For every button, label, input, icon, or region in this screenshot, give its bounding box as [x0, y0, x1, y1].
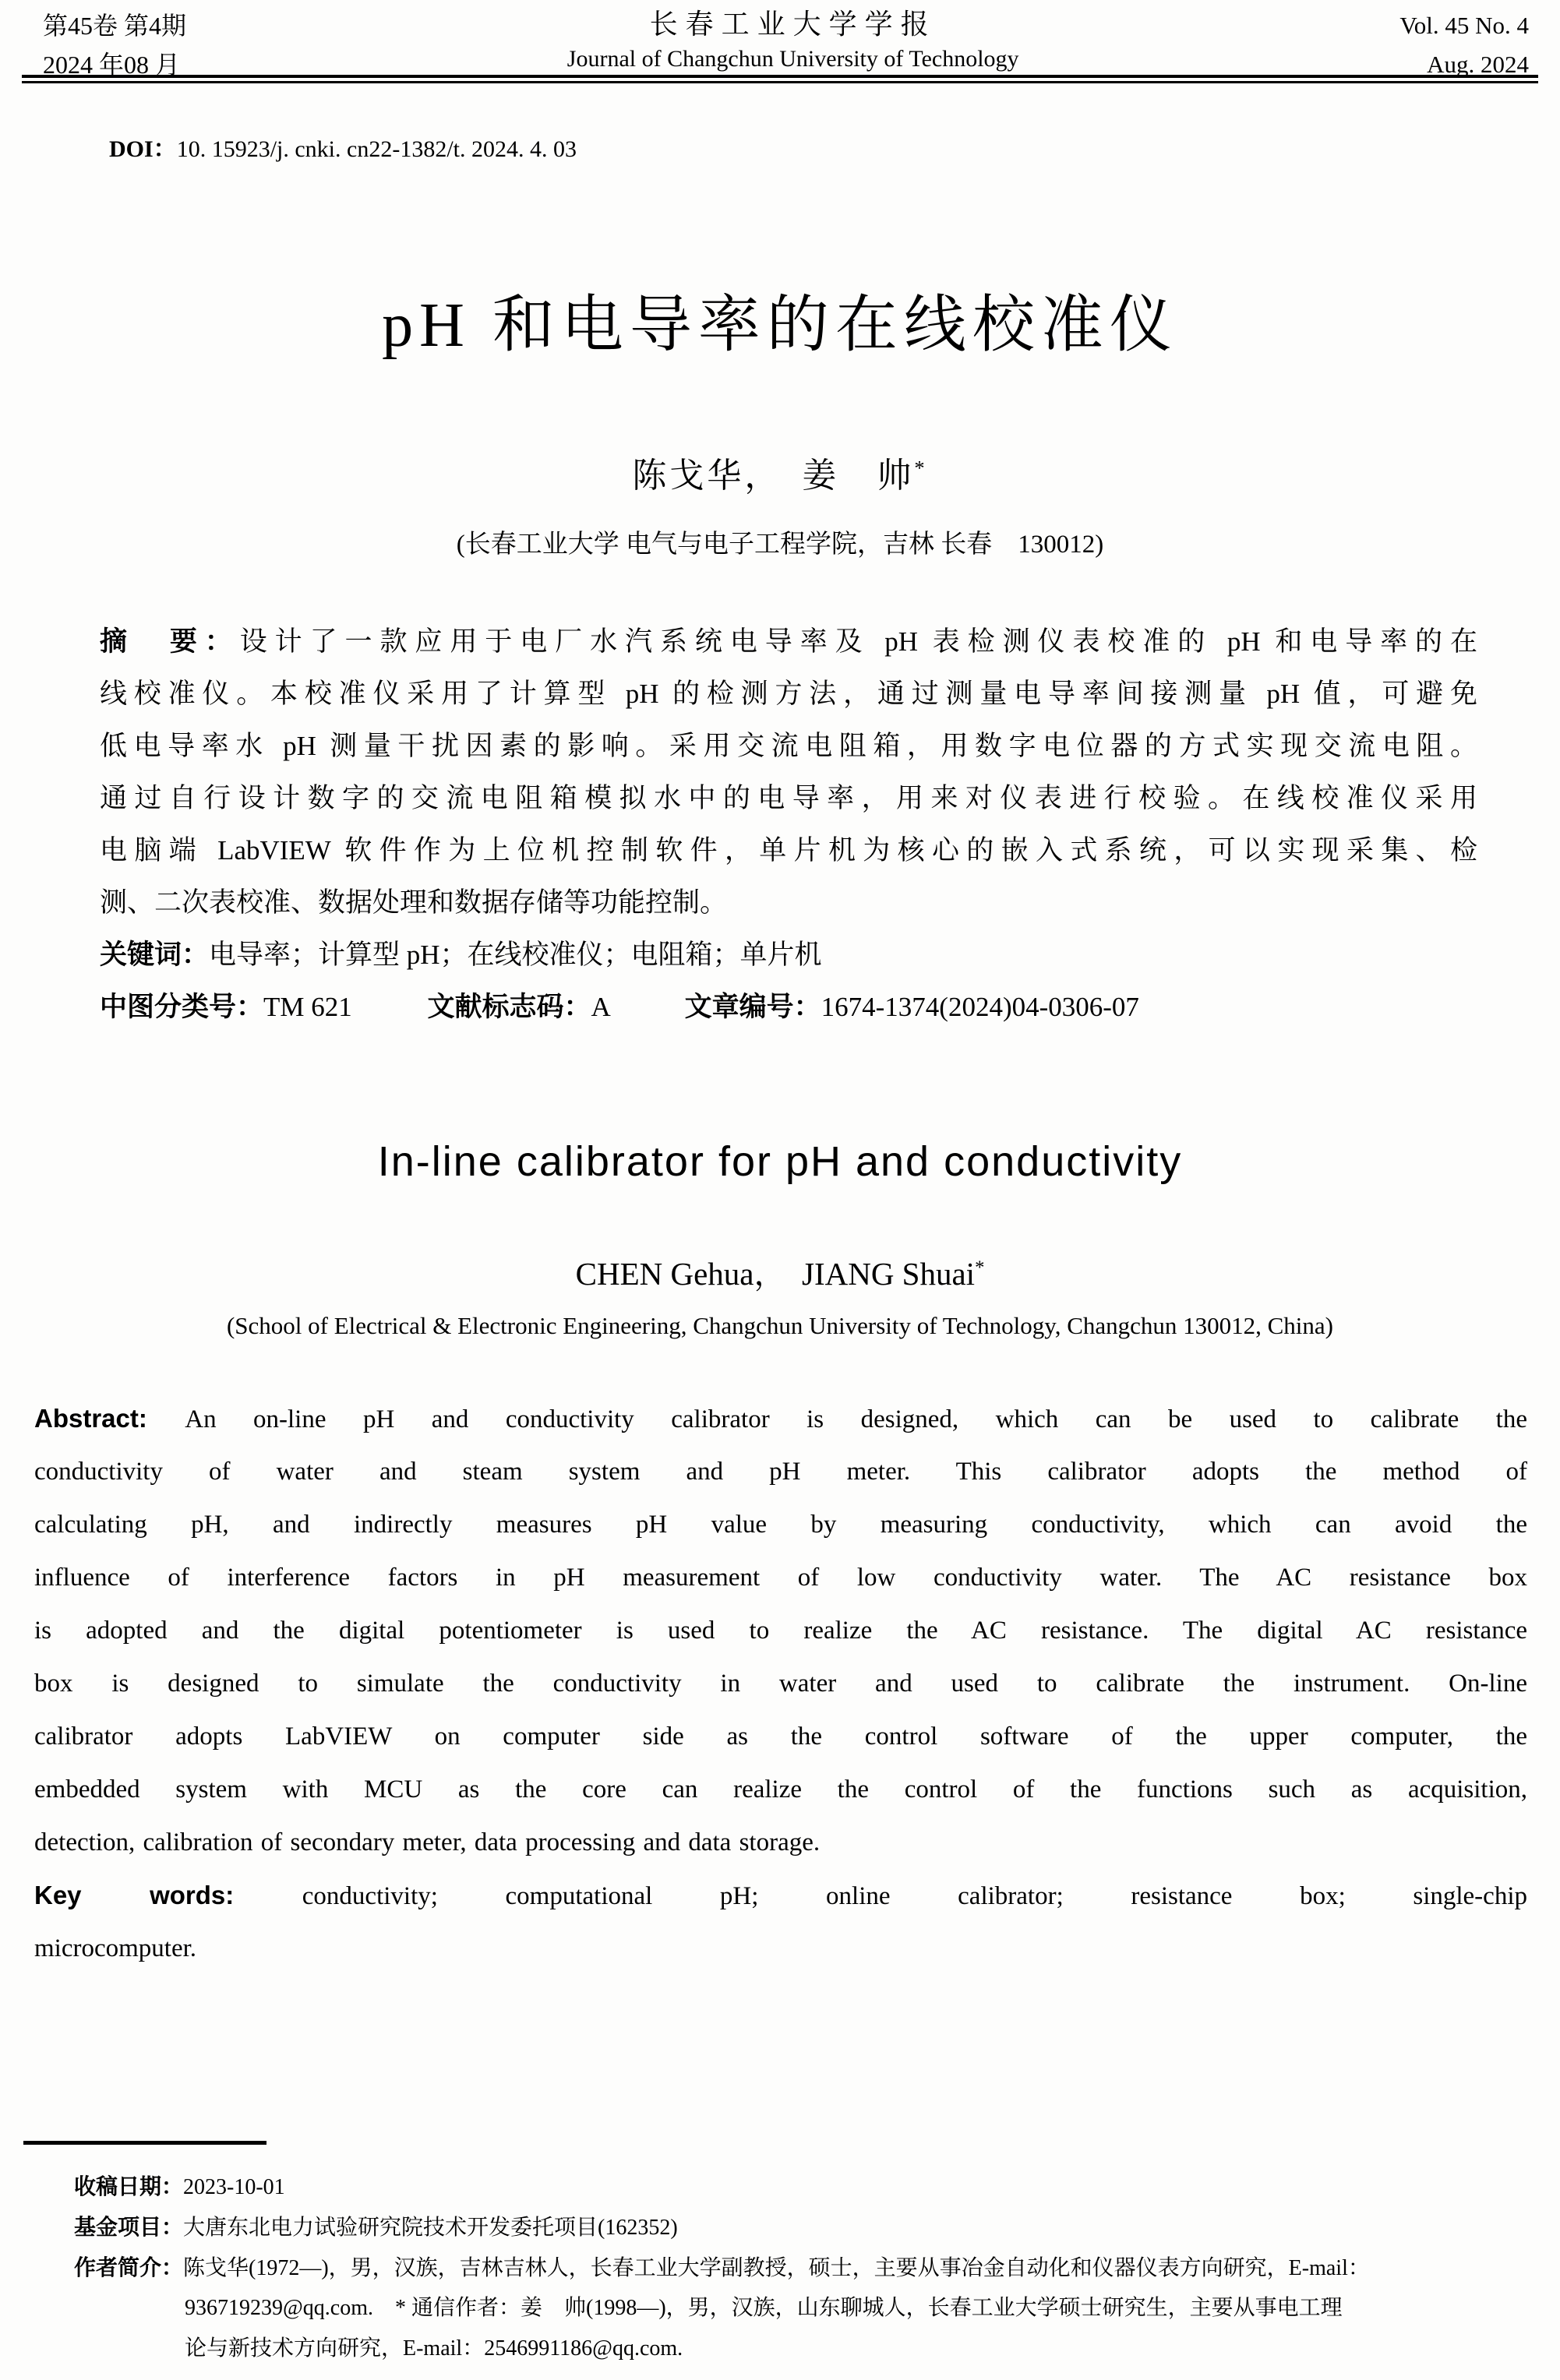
abstract-en-text: An on-line pH and conductivity calibrator is designed, which can be used to calibrate the	[185, 1405, 1527, 1433]
header-divider	[22, 75, 1538, 83]
abstract-cn-line	[100, 623, 1477, 675]
abstract-cn-block	[100, 623, 1477, 1041]
journal-title-block	[567, 6, 1019, 76]
authors-cn	[0, 447, 1560, 497]
keywords-cn-text: 电导率；计算型 pH；在线校准仪；电阻箱；单片机	[209, 940, 822, 970]
abstract-cn-line: 线校准仪。本校准仪采用了计算型 pH 的检测方法，通过测量电导率间接测量 pH 值，可避免	[100, 679, 1477, 709]
authors-en-names: CHEN Gehua， JIANG Shuai	[575, 1256, 976, 1292]
footnote-bio-label: 作者简介：	[74, 2255, 184, 2280]
abstract-en-line: conductivity of water and steam system and pH meter. This calibrator adopts the method of	[34, 1458, 1527, 1486]
footnote-bio-line	[74, 2253, 1533, 2294]
abstract-en-line: influence of interference factors in pH measurement of low conductivity water. The AC resistance box	[34, 1564, 1527, 1592]
article-meta-line	[100, 989, 1477, 1041]
keywords-en-line: microcomputer.	[34, 1934, 197, 1962]
affiliation-en: (School of Electrical & Electronic Engineering, Changchun University of Technology, Changchun 130012, China)	[226, 1312, 1334, 1339]
article-no-value: 1674-1374(2024)04-0306-07	[821, 992, 1139, 1022]
keywords-en-line	[34, 1878, 1527, 1930]
abstract-en-line: box is designed to simulate the conductivity in water and used to calibrate the instrument. On-line	[34, 1670, 1527, 1698]
journal-title-en: Journal of Changchun University of Technology	[566, 46, 1019, 72]
footnote-received-label: 收稿日期：	[74, 2174, 184, 2198]
affiliation-cn: (长春工业大学 电气与电子工程学院，吉林 长春 130012)	[456, 531, 1104, 559]
article-no-label: 文章编号：	[684, 992, 821, 1022]
journal-title-cn: 长春工业大学学报	[649, 9, 937, 40]
footnotes	[74, 2172, 1533, 2375]
doc-code-value: A	[591, 992, 609, 1022]
journal-issue-cn: 第45卷 第4期	[43, 12, 187, 40]
keywords-cn-label: 关键词：	[100, 940, 210, 970]
abstract-cn-label: 摘 要：	[100, 626, 240, 657]
corresponding-author-asterisk-en: *	[975, 1257, 985, 1278]
doc-code-label: 文献标志码：	[427, 992, 591, 1022]
journal-date-en: Aug. 2024	[1427, 51, 1529, 78]
clc-label: 中图分类号：	[100, 992, 264, 1022]
doi-label: DOI：	[109, 136, 177, 162]
keywords-en-text: conductivity; computational pH; online calibrator; resistance box; single-chip	[302, 1882, 1527, 1910]
keywords-en-label: Key words:	[34, 1881, 302, 1909]
footnote-bio-line: 936719239@qq.com. * 通信作者：姜 帅(1998—)，男，汉族，山东聊城人，长春工业大学硕士研究生，主要从事电工理	[185, 2296, 1343, 2320]
keywords-cn	[100, 936, 1477, 989]
abstract-en-line: embedded system with MCU as the core can realize the control of the functions such as acquisition,	[34, 1775, 1527, 1804]
footnote-fund-label: 基金项目：	[74, 2215, 184, 2239]
abstract-cn-line: 电脑端 LabVIEW 软件作为上位机控制软件，单片机为核心的嵌入式系统，可以实现采集、检	[100, 835, 1477, 866]
footnote-divider	[23, 2141, 266, 2145]
journal-header	[43, 6, 1529, 84]
journal-issue-block	[43, 6, 186, 84]
doi-value: 10. 15923/j. cnki. cn22-1382/t. 2024. 4. 03	[176, 136, 577, 162]
authors-cn-names: 陈戈华， 姜 帅	[632, 457, 915, 495]
abstract-cn-line: 低电导率水 pH 测量干扰因素的影响。采用交流电阻箱，用数字电位器的方式实现交流电阻。	[100, 731, 1477, 761]
abstract-en-block	[34, 1401, 1527, 1983]
abstract-en-label: Abstract:	[34, 1404, 185, 1433]
article-title-cn: pH 和电导率的在线校准仪	[382, 291, 1178, 360]
corresponding-author-asterisk: *	[914, 456, 928, 480]
footnote-bio-text: 陈戈华(1972—)，男，汉族，吉林吉林人，长春工业大学副教授，硕士，主要从事冶金自动化和仪器仪表方向研究，E-mail：	[183, 2256, 1370, 2280]
footnote-fund	[74, 2213, 1533, 2253]
abstract-cn-line: 测、二次表校准、数据处理和数据存储等功能控制。	[100, 887, 728, 918]
footnote-fund-value: 大唐东北电力试验研究院技术开发委托项目(162352)	[183, 2216, 678, 2240]
article-title-en: In-line calibrator for pH and conductivity	[377, 1138, 1183, 1185]
authors-en	[0, 1248, 1560, 1294]
abstract-cn-line: 通过自行设计数字的交流电阻箱模拟水中的电导率，用来对仪表进行校验。在线校准仪采用	[100, 783, 1477, 813]
abstract-en-line	[34, 1401, 1527, 1454]
abstract-en-line: is adopted and the digital potentiometer is used to realize the AC resistance. The digital AC resistance	[34, 1617, 1527, 1645]
abstract-en-line: calculating pH, and indirectly measures pH value by measuring conductivity, which can avoid the	[34, 1511, 1527, 1539]
clc-value: TM 621	[263, 992, 352, 1022]
journal-date-cn: 2024 年08 月	[43, 51, 181, 79]
journal-vol-en: Vol. 45 No. 4	[1399, 12, 1529, 39]
abstract-en-line: calibrator adopts LabVIEW on computer side as the control software of the upper computer, the	[34, 1722, 1527, 1751]
footnote-received	[74, 2172, 1533, 2213]
journal-vol-block	[1399, 6, 1529, 84]
footnote-received-value: 2023-10-01	[183, 2175, 285, 2199]
footnote-bio-line: 论与新技术方向研究，E-mail：2546991186@qq.com.	[185, 2336, 683, 2361]
abstract-cn-text: 设计了一款应用于电厂水汽系统电导率及 pH 表检测仪表校准的 pH 和电导率的在	[239, 626, 1477, 657]
abstract-en-line: detection, calibration of secondary meter, data processing and data storage.	[34, 1828, 821, 1856]
doi-line	[109, 129, 577, 164]
